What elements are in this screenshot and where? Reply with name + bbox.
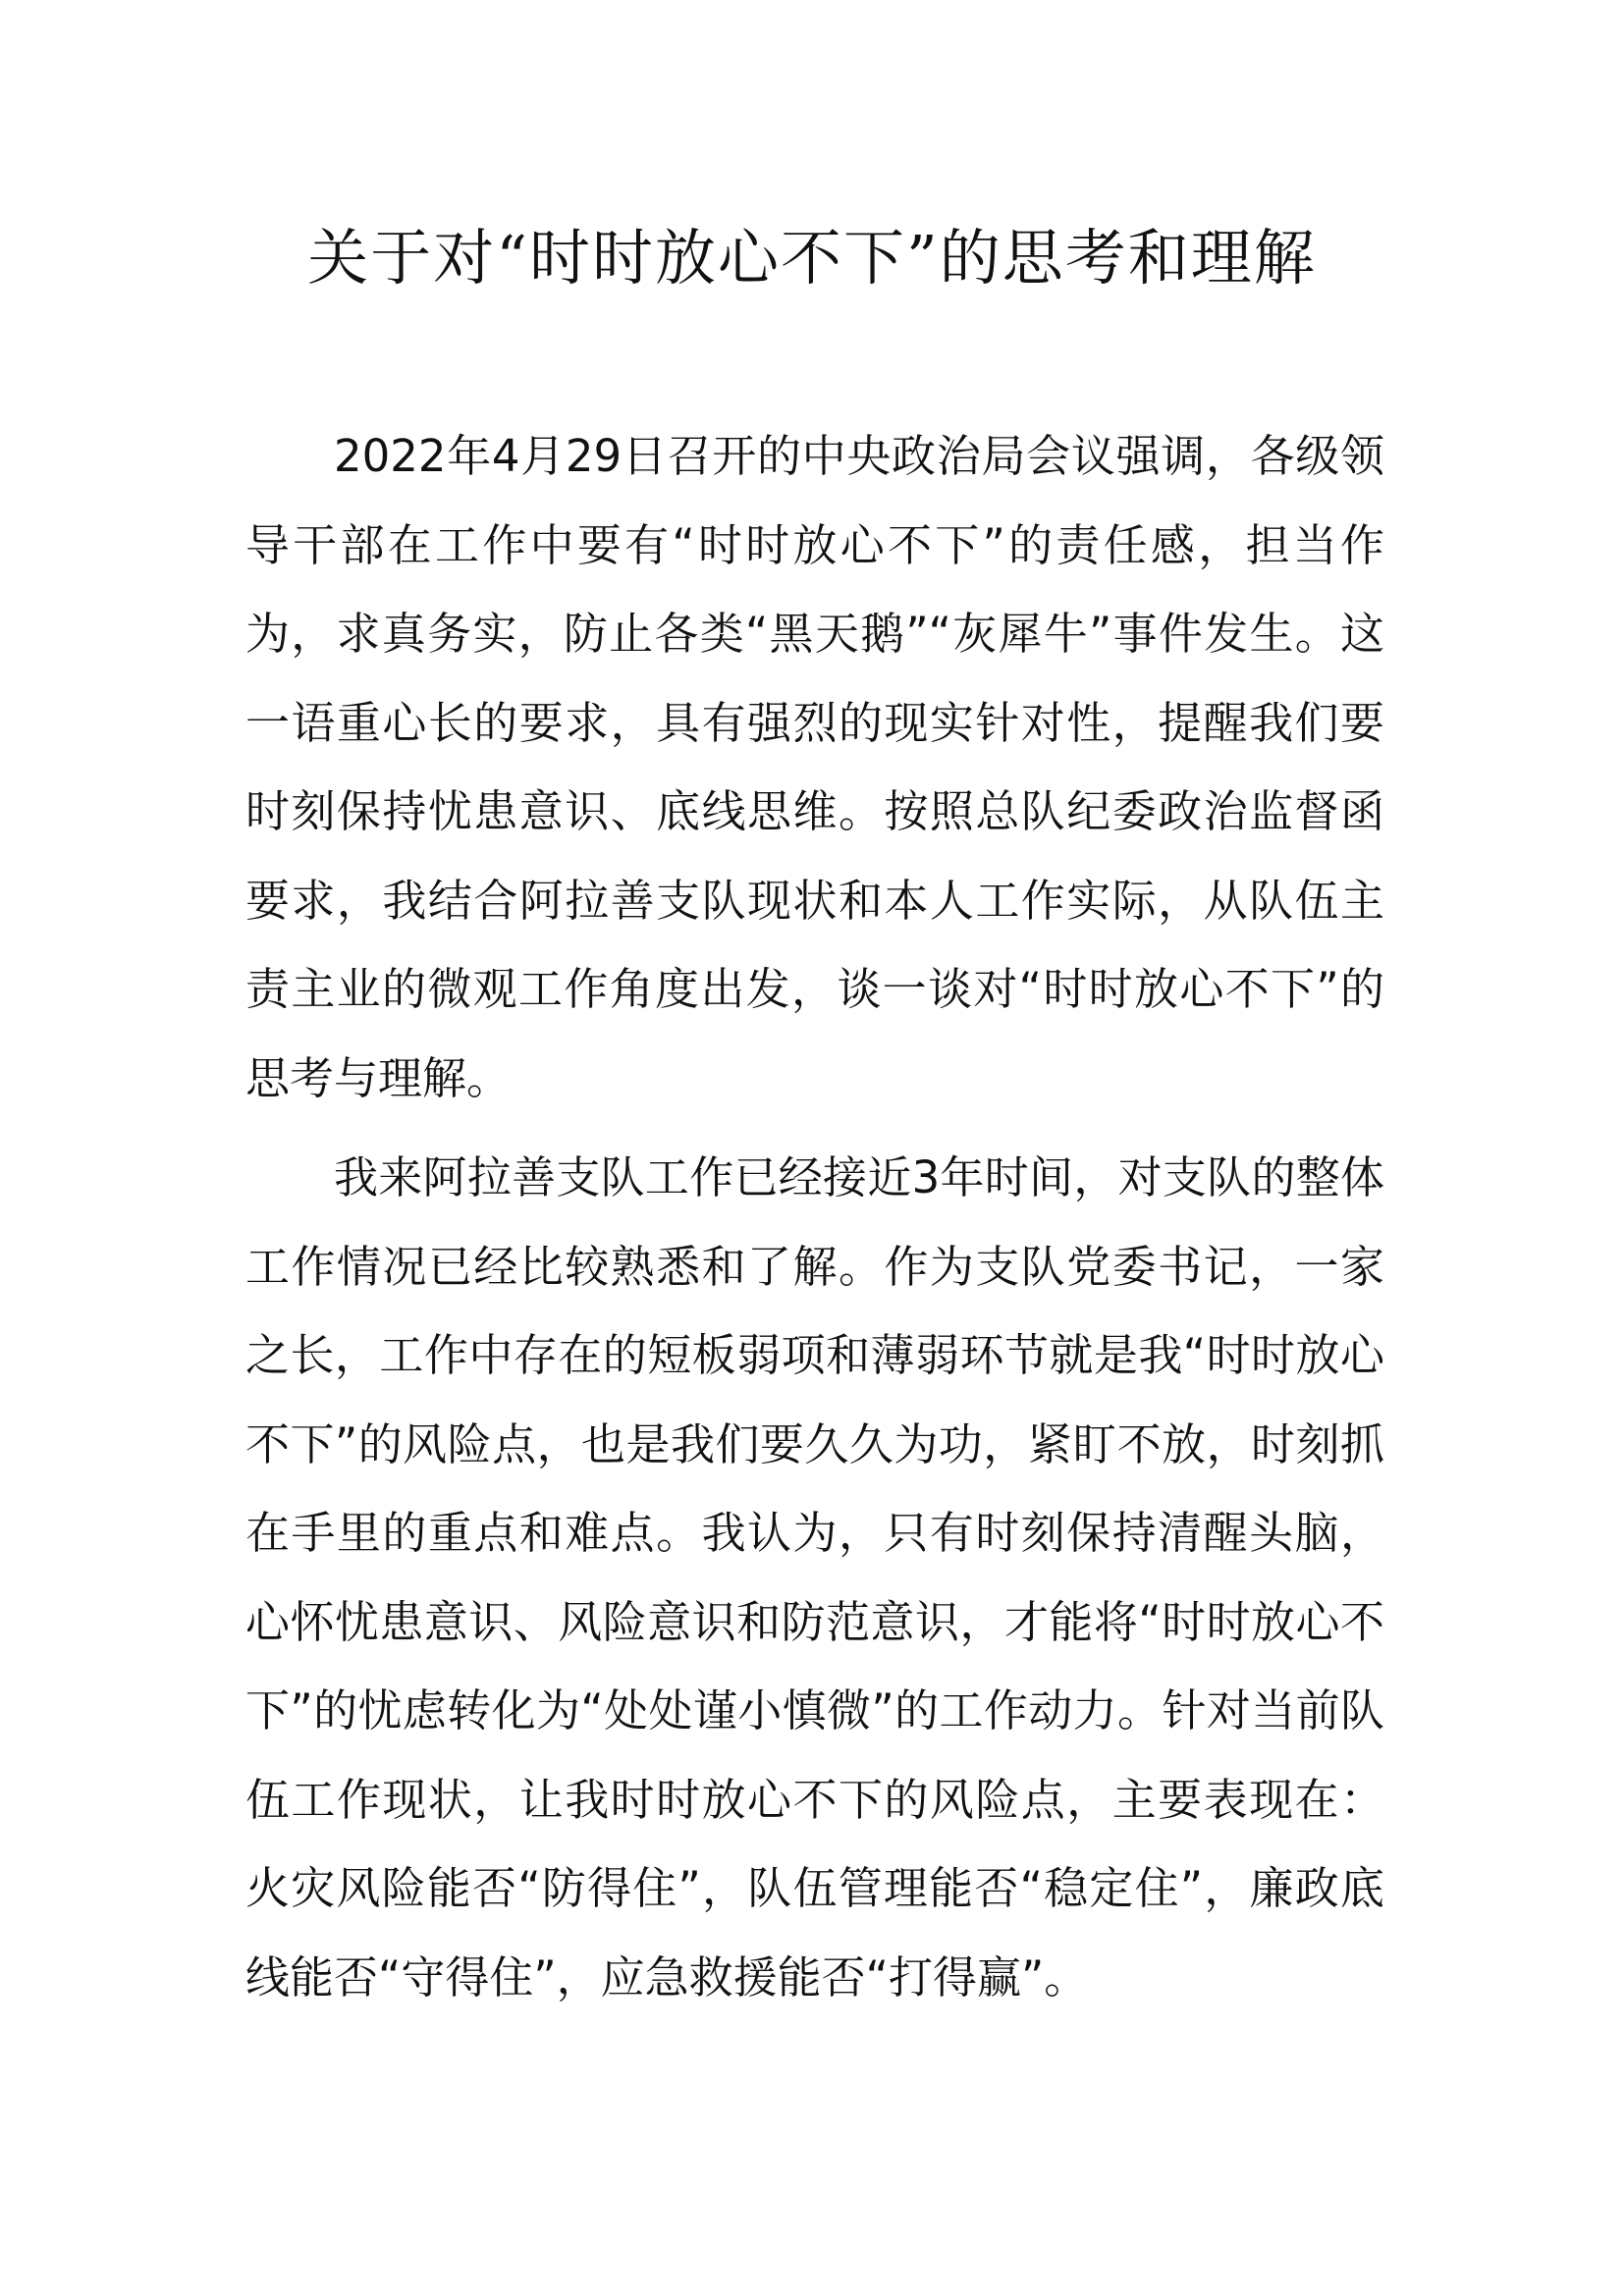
paragraph-container-1	[245, 412, 1384, 1123]
paragraph-1: 2022年4月29日召开的中央政治局会议强调，各级领导干部在工作中要有“时时放心不下”的责任感，担当作为，求真务实，防止各类“黑天鹅”“灰犀牛”事件发生。这一语重心长的要求，具有强烈的现实针对性，提醒我们要时刻保持忧患意识、底线思维。按照总队纪委政治监督函要求，我结合阿拉善支队现状和本人工作实际，从队伍主责主业的微观工作角度出发，谈一谈对“时时放心不下”的思考与理解。	[245, 430, 1384, 1104]
paragraph-container-2	[245, 1134, 1384, 2022]
paragraph-2: 我来阿拉善支队工作已经接近3年时间，对支队的整体工作情况已经比较熟悉和了解。作为支队党委书记，一家之长，工作中存在的短板弱项和薄弱环节就是我“时时放心不下”的风险点，也是我们要久久为功，紧盯不放，时刻抓在手里的重点和难点。我认为，只有时刻保持清醒头脑，心怀忧患意识、风险意识和防范意识，才能将“时时放心不下”的忧虑转化为“处处谨小慎微”的工作动力。针对当前队伍工作现状，让我时时放心不下的风险点，主要表现在：火灾风险能否“防得住”，队伍管理能否“稳定住”，廉政底线能否“守得住”，应急救援能否“打得赢”。	[245, 1151, 1384, 2003]
document-title: 关于对“时时放心不下”的思考和理解	[307, 222, 1317, 294]
